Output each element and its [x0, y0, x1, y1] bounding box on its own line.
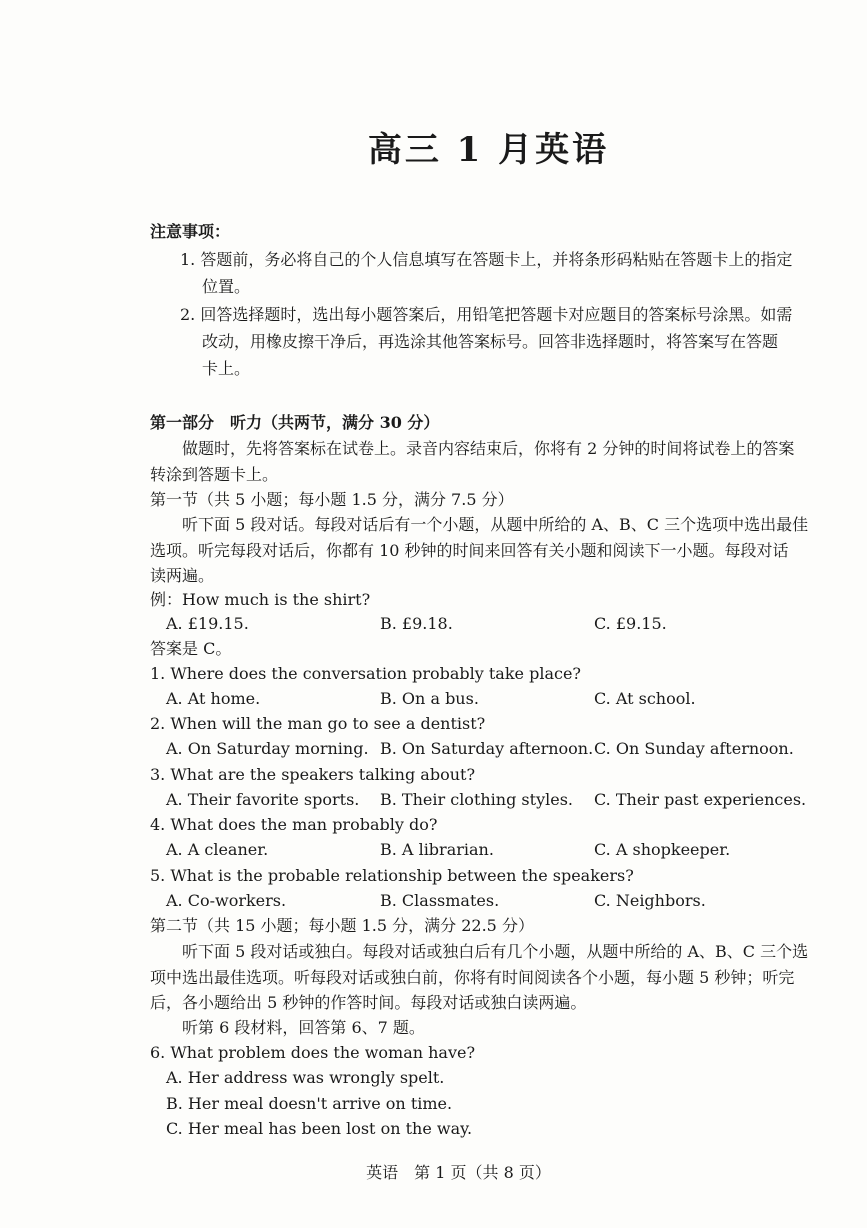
q3-option-a: A. Their favorite sports. [166, 790, 360, 809]
example-option-b: B. £9.18. [380, 614, 453, 633]
q4-option-b: B. A librarian. [380, 840, 494, 859]
section2-instr: 听下面 5 段对话或独白。每段对话或独白后有几个小题，从题中所给的 A、B、C 三个选 [182, 942, 809, 961]
q2-option-b: B. On Saturday afternoon. [380, 739, 594, 758]
q6-option-b: B. Her meal doesn't arrive on time. [166, 1094, 453, 1113]
q5-option-c: C. Neighbors. [594, 891, 706, 910]
section2-instr-cont2: 后，各小题给出 5 秒钟的作答时间。每段对话或独白读两遍。 [150, 993, 587, 1012]
notice-item-2-cont: 改动，用橡皮擦干净后，再选涂其他答案标号。回答非选择题时，将答案写在答题 [202, 332, 779, 351]
notice-item-2: 2. 回答选择题时，选出每小题答案后，用铅笔把答题卡对应题目的答案标号涂黑。如需 [180, 305, 793, 324]
example-answer: 答案是 C。 [150, 639, 232, 658]
q1-option-c: C. At school. [594, 689, 696, 708]
question-6: 6. What problem does the woman have? [150, 1043, 476, 1062]
material-6-note: 听第 6 段材料，回答第 6、7 题。 [182, 1018, 425, 1037]
q5-option-b: B. Classmates. [380, 891, 500, 910]
question-1: 1. Where does the conversation probably take place? [150, 664, 581, 683]
notice-heading: 注意事项： [150, 222, 231, 241]
q5-option-a: A. Co-workers. [166, 891, 287, 910]
q1-option-a: A. At home. [166, 689, 261, 708]
q6-option-a: A. Her address was wrongly spelt. [166, 1068, 445, 1087]
q1-option-b: B. On a bus. [380, 689, 479, 708]
page-footer: 英语 第 1 页（共 8 页） [366, 1163, 551, 1182]
example-option-c: C. £9.15. [594, 614, 667, 633]
page-title: 高三 1 月英语 [367, 130, 610, 170]
notice-item-2-cont2: 卡上。 [202, 359, 251, 378]
part1-intro-cont: 转涂到答题卡上。 [150, 465, 279, 484]
question-4: 4. What does the man probably do? [150, 815, 438, 834]
example-question: 例：How much is the shirt? [150, 590, 371, 609]
q4-option-a: A. A cleaner. [166, 840, 269, 859]
section1-instr-cont2: 读两遍。 [150, 566, 215, 585]
q2-option-c: C. On Sunday afternoon. [594, 739, 794, 758]
part1-intro: 做题时，先将答案标在试卷上。录音内容结束后，你将有 2 分钟的时间将试卷上的答案 [182, 439, 795, 458]
question-3: 3. What are the speakers talking about? [150, 765, 476, 784]
section2-instr-cont: 项中选出最佳选项。听每段对话或独白前，你将有时间阅读各个小题，每小题 5 秒钟；听完 [150, 968, 795, 987]
q4-option-c: C. A shopkeeper. [594, 840, 731, 859]
part1-heading: 第一部分 听力（共两节，满分 30 分） [150, 413, 440, 432]
question-2: 2. When will the man go to see a dentist? [150, 714, 486, 733]
q3-option-c: C. Their past experiences. [594, 790, 807, 809]
q6-option-c: C. Her meal has been lost on the way. [166, 1119, 473, 1138]
notice-item-1-cont: 位置。 [202, 277, 251, 296]
section2-heading: 第二节（共 15 小题；每小题 1.5 分，满分 22.5 分） [150, 916, 534, 935]
section1-instr-cont: 选项。听完每段对话后，你都有 10 秒钟的时间来回答有关小题和阅读下一小题。每段对话 [150, 541, 789, 560]
section1-instr: 听下面 5 段对话。每段对话后有一个小题，从题中所给的 A、B、C 三个选项中选出最佳 [182, 515, 809, 534]
notice-item-1: 1. 答题前，务必将自己的个人信息填写在答题卡上，并将条形码粘贴在答题卡上的指定 [180, 250, 793, 269]
example-option-a: A. £19.15. [166, 614, 249, 633]
q3-option-b: B. Their clothing styles. [380, 790, 573, 809]
section1-heading: 第一节（共 5 小题；每小题 1.5 分，满分 7.5 分） [150, 490, 514, 509]
q2-option-a: A. On Saturday morning. [166, 739, 369, 758]
question-5: 5. What is the probable relationship between the speakers? [150, 866, 634, 885]
